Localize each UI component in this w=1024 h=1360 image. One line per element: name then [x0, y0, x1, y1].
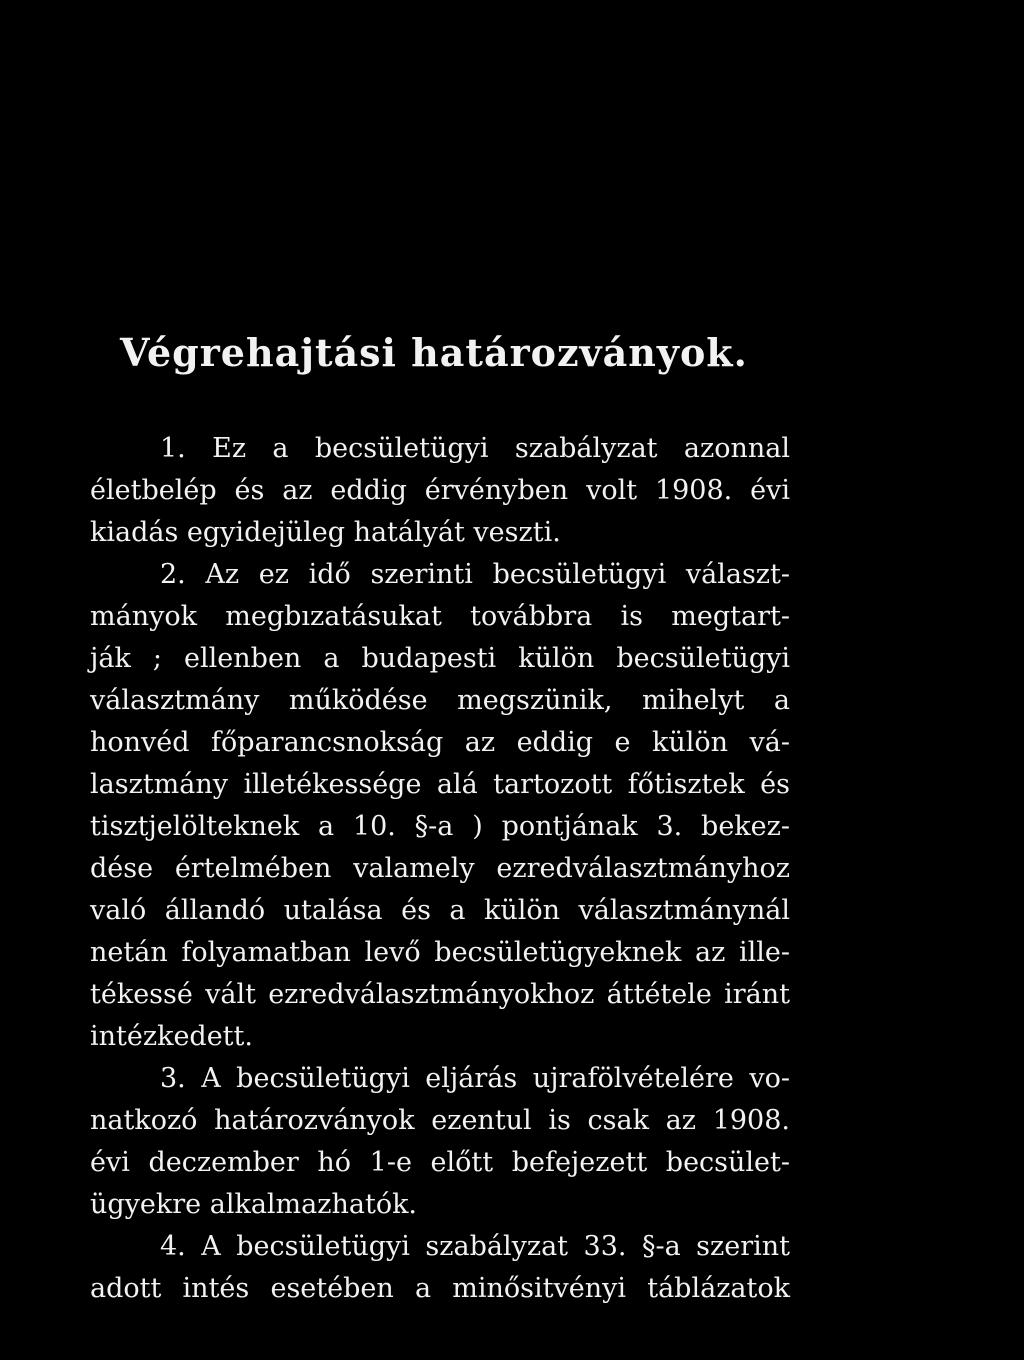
text-line-17: natkozó határozványok ezentul is csak az 1908.: [90, 1105, 790, 1136]
text-line-14: tékessé vált ezredválasztmányokhoz áttétele iránt: [90, 979, 790, 1010]
text-line-15: intézkedett.: [90, 1021, 253, 1052]
text-line-3: kiadás egyidejüleg hatályát veszti.: [90, 517, 561, 548]
text-line-1: 1. Ez a becsületügyi szabályzat azonnal: [160, 433, 790, 464]
text-line-10: tisztjelölteknek a 10. §-a ) pontjának 3. bekez-: [90, 811, 790, 842]
text-line-5: mányok megbızatásukat továbbra is megtart-: [90, 601, 790, 632]
text-line-21: adott intés esetében a minősitvényi táblázatok: [90, 1273, 790, 1304]
text-line-6: ják ; ellenben a budapesti külön becsületügyi: [90, 643, 790, 674]
text-line-9: lasztmány illetékessége alá tartozott főtisztek és: [90, 769, 790, 800]
text-line-7: választmány működése megszünik, mihelyt a: [90, 685, 790, 716]
text-line-13: netán folyamatban levő becsületügyeknek az ille-: [90, 937, 790, 968]
text-line-4: 2. Az ez idő szerinti becsületügyi választ-: [160, 559, 790, 590]
text-line-2: életbelép és az eddig érvényben volt 1908. évi: [90, 475, 790, 506]
section-title: Végrehajtási határozványok.: [120, 330, 748, 375]
text-line-16: 3. A becsületügyi eljárás ujrafölvételére vo-: [160, 1063, 790, 1094]
text-line-11: dése értelmében valamely ezredválasztmányhoz: [90, 853, 790, 884]
text-line-18: évi deczember hó 1-e előtt befejezett becsület-: [90, 1147, 790, 1178]
text-line-19: ügyekre alkalmazhatók.: [90, 1189, 418, 1220]
text-line-20: 4. A becsületügyi szabályzat 33. §-a szerint: [160, 1231, 790, 1262]
text-line-12: való állandó utalása és a külön választmánynál: [90, 895, 790, 926]
text-line-8: honvéd főparancsnokság az eddig e külön vá-: [90, 727, 790, 758]
